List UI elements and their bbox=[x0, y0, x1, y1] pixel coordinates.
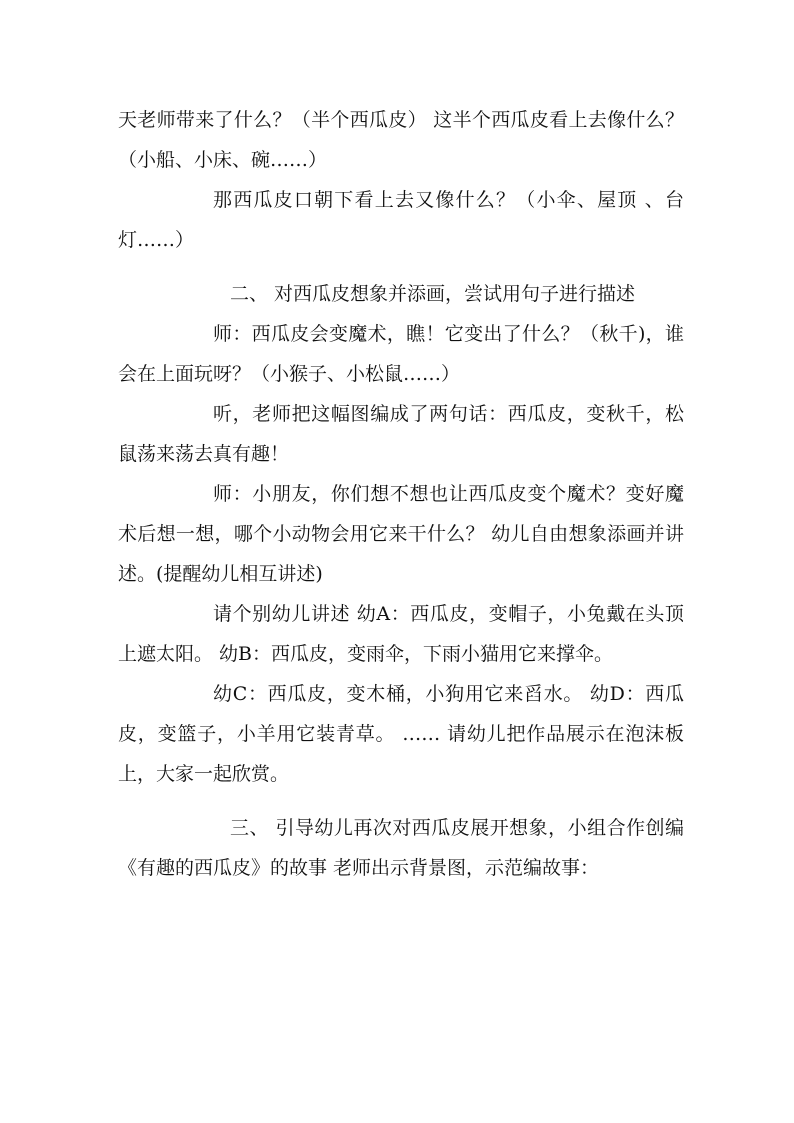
section-heading-2: 二、 对西瓜皮想象并添画，尝试用句子进行描述 bbox=[230, 283, 636, 305]
document-body bbox=[118, 100, 684, 888]
paragraph-continuation: 天老师带来了什么？（半个西瓜皮） 这半个西瓜皮看上去像什么？（小船、小床、碗……） bbox=[118, 109, 684, 171]
paragraph: 师：西瓜皮会变魔术，瞧！它变出了什么？（秋千)，谁会在上面玩呀？（小猴子、小松鼠……） bbox=[118, 323, 684, 385]
paragraph: 请个别幼儿讲述 幼A：西瓜皮，变帽子，小兔戴在头顶上遮太阳。 幼B：西瓜皮，变雨伞，下雨小猫用它来撑伞。 bbox=[118, 603, 684, 665]
paragraph: 听，老师把这幅图编成了两句话：西瓜皮，变秋千，松鼠荡来荡去真有趣！ bbox=[118, 403, 684, 465]
paragraph: 那西瓜皮口朝下看上去又像什么？（小伞、屋顶 、台灯……） bbox=[118, 189, 684, 251]
section-heading-3: 三、 引导幼儿再次对西瓜皮展开想象，小组合作创编《有趣的西瓜皮》的故事 老师出示背景图，示范编故事： bbox=[118, 817, 684, 879]
paragraph: 幼C：西瓜皮，变木桶，小狗用它来舀水。 幼D：西瓜皮，变篮子，小羊用它装青草。 …… 请幼儿把作品展示在泡沫板上，大家一起欣赏。 bbox=[118, 683, 684, 785]
paragraph: 师：小朋友，你们想不想也让西瓜皮变个魔术？变好魔术后想一想，哪个小动物会用它来干什么？ 幼儿自由想象添画并讲述。(提醒幼儿相互讲述) bbox=[118, 483, 684, 585]
